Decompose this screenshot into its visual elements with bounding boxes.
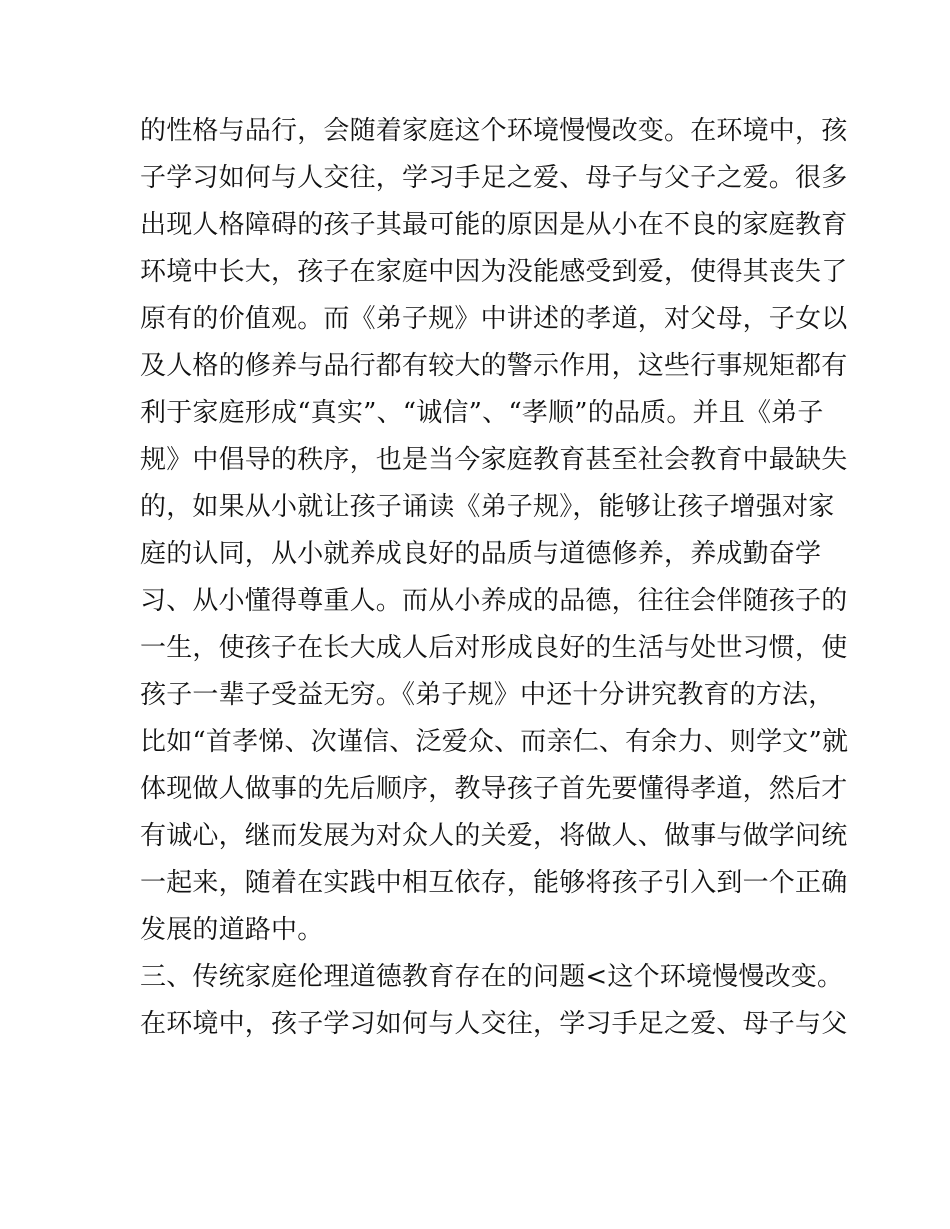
text-line: 规》中倡导的秩序，也是当今家庭教育甚至社会教育中最缺失 (140, 445, 848, 475)
section-heading: 三、传统家庭伦理道德教育存在的问题<这个环境慢慢改变。 (140, 962, 844, 992)
text-line: 一生，使孩子在长大成人后对形成良好的生活与处世习惯，使 (140, 633, 848, 663)
text-line: 在环境中，孩子学习如何与人交往，学习手足之爱、母子与父 (140, 1009, 848, 1039)
text-line: 一起来，随着在实践中相互依存，能够将孩子引入到一个正确 (140, 868, 848, 898)
text-line: 子学习如何与人交往，学习手足之爱、母子与父子之爱。很多 (140, 163, 848, 193)
text-line: 出现人格障碍的孩子其最可能的原因是从小在不良的家庭教育 (140, 210, 848, 240)
text-line: 体现做人做事的先后顺序，教导孩子首先要懂得孝道，然后才 (140, 774, 848, 804)
text-line: 及人格的修养与品行都有较大的警示作用，这些行事规矩都有 (140, 351, 848, 381)
text-line: 有诚心，继而发展为对众人的关爱，将做人、做事与做学问统 (140, 821, 848, 851)
text-line: 习、从小懂得尊重人。而从小养成的品德，往往会伴随孩子的 (140, 586, 848, 616)
text-line: 比如“首孝悌、次谨信、泛爱众、而亲仁、有余力、则学文”就 (140, 727, 849, 757)
text-line: 庭的认同，从小就养成良好的品质与道德修养，养成勤奋学 (140, 539, 822, 569)
text-line: 的，如果从小就让孩子诵读《弟子规》，能够让孩子增强对家 (140, 492, 835, 522)
body-text (140, 108, 849, 1048)
text-line: 原有的价值观。而《弟子规》中讲述的孝道，对父母，子女以 (140, 304, 848, 334)
text-line: 的性格与品行，会随着家庭这个环境慢慢改变。在环境中，孩 (140, 116, 848, 146)
text-line: 环境中长大，孩子在家庭中因为没能感受到爱，使得其丧失了 (140, 257, 848, 287)
text-line: 孩子一辈子受益无穷。《弟子规》中还十分讲究教育的方法， (140, 680, 835, 710)
text-line: 利于家庭形成“真实”、“诚信”、“孝顺”的品质。并且《弟子 (140, 398, 824, 428)
text-line: 发展的道路中。 (140, 915, 324, 945)
